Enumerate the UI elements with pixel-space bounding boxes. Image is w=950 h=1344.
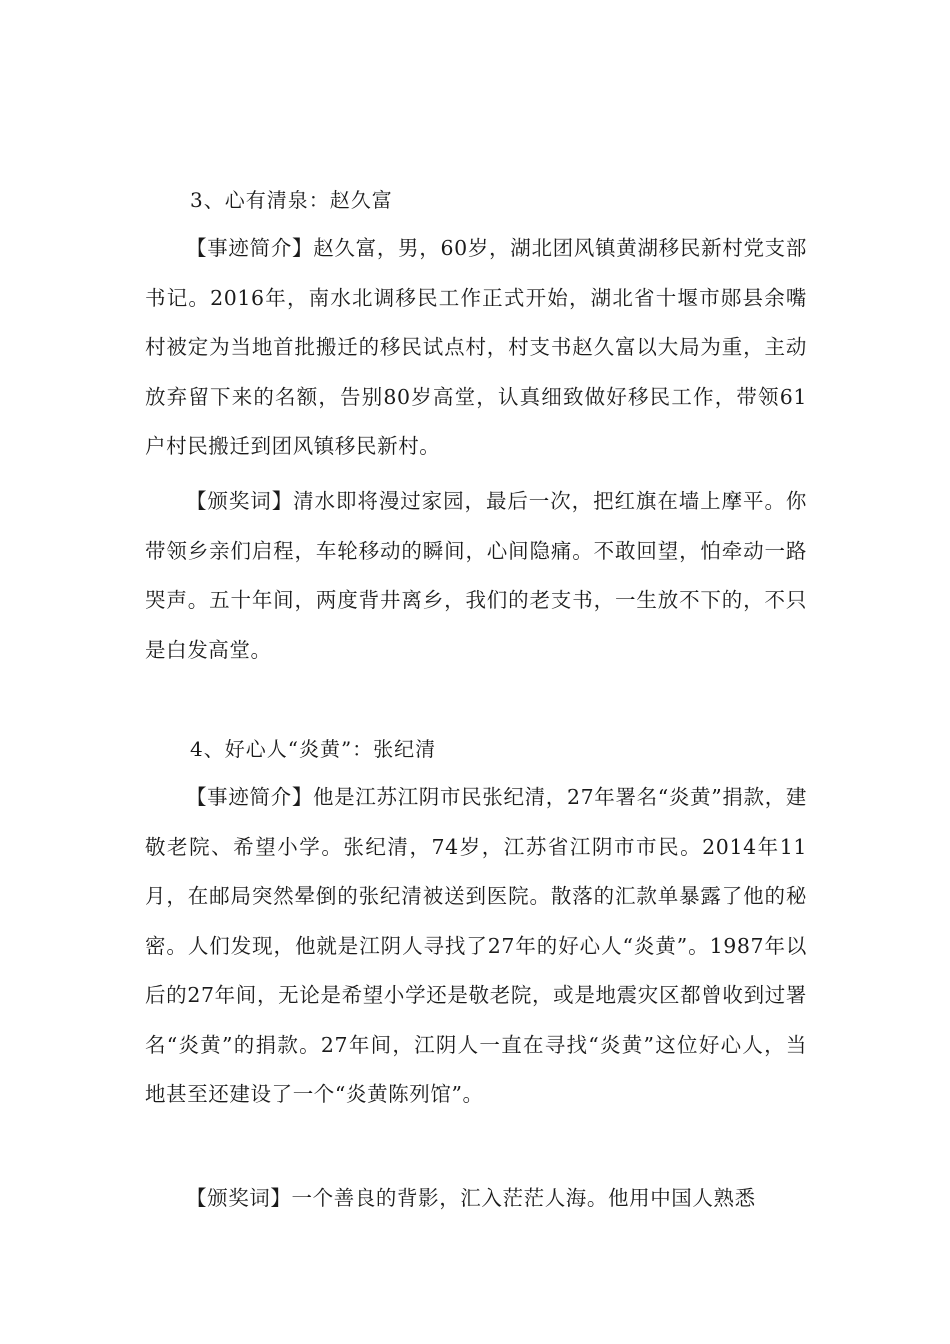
section-3-award-paragraph: 【颁奖词】清水即将漫过家园，最后一次，把红旗在墙上摩平。你带领乡亲们启程，车轮移动的瞬间，心间隐痛。不敢回望，怕牵动一路哭声。五十年间，两度背井离乡，我们的老支书，一生放不下的，不只是白发高堂。	[145, 489, 807, 662]
section-4-heading: 4、好心人“炎黄”：张纪清	[190, 737, 437, 761]
section-3-intro-paragraph: 【事迹简介】赵久富，男，60岁，湖北团风镇黄湖移民新村党支部书记。2016年，南水北调移民工作正式开始，湖北省十堰市郧县余嘴村被定为当地首批搬迁的移民试点村，村支书赵久富以大局为重，主动放弃留下来的名额，告别80岁高堂，认真细致做好移民工作，带领61户村民搬迁到团风镇移民新村。	[145, 236, 807, 458]
section-4-intro-paragraph: 【事迹简介】他是江苏江阴市民张纪清，27年署名“炎黄”捐款，建敬老院、希望小学。张纪清，74岁，江苏省江阴市市民。2014年11月，在邮局突然晕倒的张纪清被送到医院。散落的汇款单暴露了他的秘密。人们发现，他就是江阴人寻找了27年的好心人“炎黄”。1987年以后的27年间，无论是希望小学还是敬老院，或是地震灾区都曾收到过署名“炎黄”的捐款。27年间，江阴人一直在寻找“炎黄”这位好心人，当地甚至还建设了一个“炎黄陈列馆”。	[145, 785, 807, 1106]
section-3-heading: 3、心有清泉：赵久富	[190, 188, 393, 212]
section-4-award-paragraph: 【颁奖词】一个善良的背影，汇入茫茫人海。他用中国人熟悉	[186, 1186, 756, 1210]
